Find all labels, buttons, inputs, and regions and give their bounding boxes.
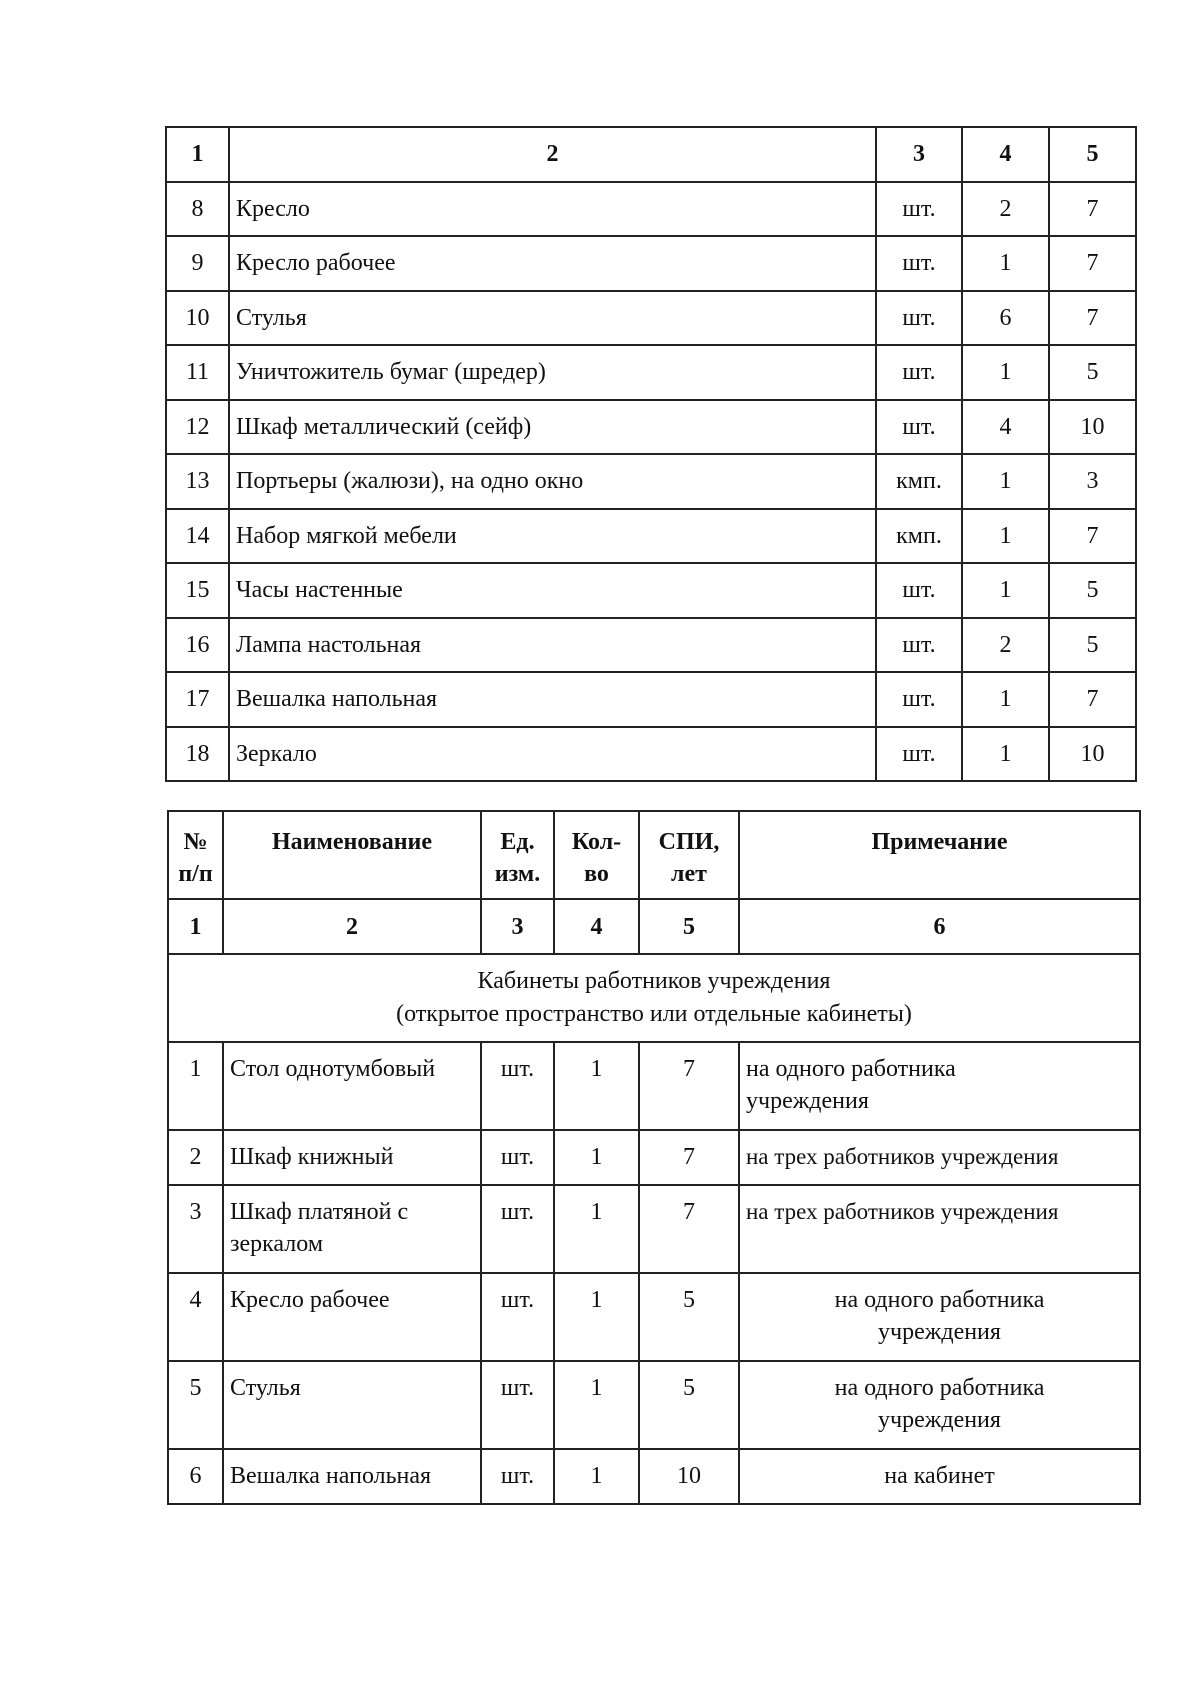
item-service-life: 5 — [1049, 618, 1136, 673]
item-quantity: 6 — [962, 291, 1049, 346]
item-service-life: 7 — [639, 1042, 739, 1130]
table-row — [166, 182, 1136, 237]
item-name: Кресло — [229, 182, 876, 237]
row-number: 17 — [166, 672, 229, 727]
item-quantity: 1 — [554, 1130, 639, 1185]
column-number: 4 — [554, 899, 639, 954]
column-number-row — [168, 899, 1140, 954]
column-number: 6 — [739, 899, 1140, 954]
item-note: на одного работника учреждения — [739, 1273, 1140, 1361]
item-quantity: 2 — [962, 182, 1049, 237]
row-number: 9 — [166, 236, 229, 291]
table-row — [166, 345, 1136, 400]
item-service-life: 10 — [639, 1449, 739, 1504]
item-unit: шт. — [481, 1361, 554, 1449]
item-service-life: 7 — [639, 1185, 739, 1273]
section-title-line2: (открытое пространство или отдельные кабинеты) — [396, 1001, 912, 1027]
table-row — [168, 1449, 1140, 1504]
item-quantity: 1 — [554, 1042, 639, 1130]
column-number: 4 — [962, 127, 1049, 182]
item-name: Стулья — [223, 1361, 481, 1449]
row-number: 1 — [168, 1042, 223, 1130]
header-row — [168, 811, 1140, 899]
item-service-life: 7 — [639, 1130, 739, 1185]
item-note: на трех работников учреждения — [739, 1185, 1140, 1273]
table-row — [166, 291, 1136, 346]
item-quantity: 1 — [962, 345, 1049, 400]
item-note: на кабинет — [739, 1449, 1140, 1504]
item-unit: шт. — [876, 345, 962, 400]
column-number: 5 — [639, 899, 739, 954]
row-number: 11 — [166, 345, 229, 400]
table-row — [168, 1130, 1140, 1185]
item-service-life: 7 — [1049, 672, 1136, 727]
header-number-line2: п/п — [178, 861, 213, 887]
item-name: Вешалка напольная — [223, 1449, 481, 1504]
table-row — [166, 563, 1136, 618]
item-unit: шт. — [481, 1130, 554, 1185]
section-title-line1: Кабинеты работников учреждения — [477, 968, 831, 994]
item-name: Уничтожитель бумаг (шредер) — [229, 345, 876, 400]
header-quantity-line1: Кол- — [571, 829, 622, 855]
item-service-life: 5 — [639, 1361, 739, 1449]
item-unit: шт. — [876, 672, 962, 727]
table-row — [166, 509, 1136, 564]
item-service-life: 7 — [1049, 236, 1136, 291]
header-name: Наименование — [223, 811, 481, 899]
header-note: Примечание — [739, 811, 1140, 899]
row-number: 13 — [166, 454, 229, 509]
item-name: Портьеры (жалюзи), на одно окно — [229, 454, 876, 509]
row-number: 15 — [166, 563, 229, 618]
header-service-life-line1: СПИ, — [658, 829, 720, 855]
row-number: 14 — [166, 509, 229, 564]
row-number: 18 — [166, 727, 229, 782]
header-quantity-line2: во — [584, 861, 609, 887]
row-number: 8 — [166, 182, 229, 237]
item-service-life: 5 — [1049, 563, 1136, 618]
item-name: Набор мягкой мебели — [229, 509, 876, 564]
furniture-table-continued — [165, 126, 1137, 782]
column-number: 5 — [1049, 127, 1136, 182]
item-name: Шкаф металлический (сейф) — [229, 400, 876, 455]
row-number: 12 — [166, 400, 229, 455]
item-unit: шт. — [876, 236, 962, 291]
item-name: Кресло рабочее — [229, 236, 876, 291]
item-unit: шт. — [876, 182, 962, 237]
item-quantity: 1 — [962, 672, 1049, 727]
header-unit-line2: изм. — [494, 861, 541, 887]
item-name: Зеркало — [229, 727, 876, 782]
header-number-line1: № — [183, 829, 208, 855]
column-number-row — [166, 127, 1136, 182]
item-service-life: 7 — [1049, 291, 1136, 346]
item-unit: шт. — [876, 727, 962, 782]
item-quantity: 1 — [962, 454, 1049, 509]
item-quantity: 1 — [962, 563, 1049, 618]
table-row — [166, 727, 1136, 782]
item-quantity: 1 — [554, 1185, 639, 1273]
item-quantity: 1 — [962, 236, 1049, 291]
header-number — [168, 811, 223, 899]
item-unit: кмп. — [876, 509, 962, 564]
item-name: Шкаф платяной с зеркалом — [223, 1185, 481, 1273]
item-quantity: 1 — [554, 1449, 639, 1504]
office-furniture-table — [167, 810, 1141, 1505]
column-number: 3 — [876, 127, 962, 182]
row-number: 2 — [168, 1130, 223, 1185]
row-number: 10 — [166, 291, 229, 346]
item-unit: шт. — [876, 563, 962, 618]
header-quantity — [554, 811, 639, 899]
item-note: на одного работника учреждения — [739, 1361, 1140, 1449]
row-number: 3 — [168, 1185, 223, 1273]
header-service-life-line2: лет — [671, 861, 707, 887]
item-service-life: 10 — [1049, 727, 1136, 782]
row-number: 4 — [168, 1273, 223, 1361]
header-unit-line1: Ед. — [500, 829, 535, 855]
item-name: Часы настенные — [229, 563, 876, 618]
item-quantity: 1 — [554, 1361, 639, 1449]
column-number: 3 — [481, 899, 554, 954]
item-service-life: 3 — [1049, 454, 1136, 509]
item-unit: шт. — [481, 1185, 554, 1273]
item-note: на трех работников учреждения — [739, 1130, 1140, 1185]
item-service-life: 7 — [1049, 182, 1136, 237]
item-quantity: 2 — [962, 618, 1049, 673]
item-quantity: 4 — [962, 400, 1049, 455]
table-row — [166, 400, 1136, 455]
item-service-life: 5 — [1049, 345, 1136, 400]
item-note: на одного работника учреждения — [739, 1042, 1140, 1130]
header-service-life — [639, 811, 739, 899]
item-unit: шт. — [481, 1042, 554, 1130]
table-row — [166, 672, 1136, 727]
table-row — [168, 1042, 1140, 1130]
item-quantity: 1 — [554, 1273, 639, 1361]
item-name: Стол однотумбовый — [223, 1042, 481, 1130]
item-service-life: 5 — [639, 1273, 739, 1361]
table-row — [168, 1185, 1140, 1273]
item-name: Кресло рабочее — [223, 1273, 481, 1361]
row-number: 6 — [168, 1449, 223, 1504]
item-quantity: 1 — [962, 509, 1049, 564]
table-row — [166, 454, 1136, 509]
item-unit: шт. — [481, 1273, 554, 1361]
item-service-life: 7 — [1049, 509, 1136, 564]
row-number: 16 — [166, 618, 229, 673]
section-title — [168, 954, 1140, 1042]
table-row — [168, 1273, 1140, 1361]
section-header-row — [168, 954, 1140, 1042]
row-number: 5 — [168, 1361, 223, 1449]
item-unit: шт. — [876, 400, 962, 455]
column-number: 2 — [229, 127, 876, 182]
column-number: 2 — [223, 899, 481, 954]
item-name: Лампа настольная — [229, 618, 876, 673]
item-name: Стулья — [229, 291, 876, 346]
table-row — [168, 1361, 1140, 1449]
column-number: 1 — [168, 899, 223, 954]
item-unit: шт. — [481, 1449, 554, 1504]
item-quantity: 1 — [962, 727, 1049, 782]
item-service-life: 10 — [1049, 400, 1136, 455]
header-unit — [481, 811, 554, 899]
item-unit: шт. — [876, 291, 962, 346]
item-unit: кмп. — [876, 454, 962, 509]
table-row — [166, 618, 1136, 673]
item-unit: шт. — [876, 618, 962, 673]
item-name: Вешалка напольная — [229, 672, 876, 727]
column-number: 1 — [166, 127, 229, 182]
table-row — [166, 236, 1136, 291]
item-name: Шкаф книжный — [223, 1130, 481, 1185]
